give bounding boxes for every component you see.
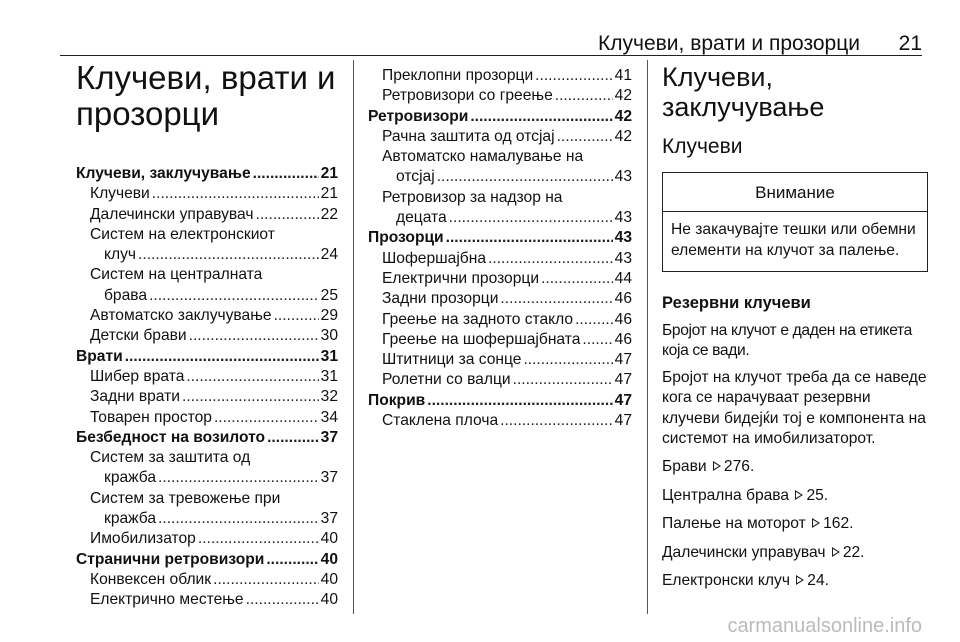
toc-page: 21 — [320, 165, 338, 182]
toc-entry[interactable] — [368, 310, 632, 330]
column-divider-1 — [353, 60, 354, 614]
toc-entry[interactable] — [76, 205, 338, 225]
toc-entry-text: Прозорци — [368, 229, 444, 247]
spare-keys-title: Резервни клучеви — [662, 294, 811, 312]
right-column — [662, 62, 928, 591]
toc-entry-text: кражба — [104, 510, 157, 528]
paragraph-key-number: Бројот на клучот е даден на етикета која се вади. — [662, 322, 912, 360]
toc-leader — [186, 367, 318, 387]
toc-page: 40 — [320, 570, 338, 588]
toc-page: 44 — [614, 269, 632, 287]
toc-page: 47 — [614, 371, 632, 389]
toc-entry[interactable] — [76, 408, 338, 428]
toc-leader — [427, 391, 612, 411]
toc-entry[interactable] — [368, 127, 632, 147]
toc-entry[interactable] — [368, 350, 632, 370]
watermark: carmanualsonline.info — [727, 615, 922, 637]
toc-leader — [189, 326, 319, 346]
section-title: Клучеви, заклучување — [662, 62, 825, 122]
reference-page: 24. — [807, 572, 829, 590]
toc-leader — [246, 590, 319, 610]
toc-leader — [267, 428, 319, 448]
toc-page: 25 — [320, 286, 338, 304]
cross-reference[interactable] — [662, 457, 928, 477]
toc-entry[interactable] — [76, 326, 338, 346]
toc-entry[interactable] — [368, 370, 632, 390]
toc-page: 43 — [614, 168, 632, 186]
toc-entry[interactable] — [368, 66, 632, 86]
toc-leader — [437, 167, 613, 187]
toc-leader — [500, 411, 613, 431]
header-rule — [60, 55, 922, 56]
toc-page: 40 — [320, 550, 338, 568]
toc-page: 47 — [614, 412, 632, 430]
toc-section-entry[interactable] — [76, 164, 338, 184]
toc-entry-text: Клучеви — [90, 185, 150, 203]
reference-arrow-icon — [795, 490, 803, 500]
toc-leader — [470, 107, 612, 127]
header-title: Клучеви, врати и прозорци — [598, 32, 860, 55]
toc-page: 30 — [320, 327, 338, 345]
reference-page: 22. — [842, 543, 865, 561]
toc-page: 47 — [614, 351, 632, 369]
toc-page: 41 — [614, 67, 632, 84]
toc-entry-text: Далечински управувач — [90, 205, 254, 223]
toc-entry-text: Детски брави — [90, 327, 187, 345]
toc-leader — [513, 370, 613, 390]
toc-entry-text: Електрични прозорци — [382, 269, 540, 287]
reference-page: 276. — [723, 458, 755, 476]
toc-page: 46 — [614, 330, 632, 348]
toc-page: 42 — [614, 107, 632, 125]
toc-leader — [198, 529, 319, 549]
subsection-title: Клучеви — [662, 135, 743, 158]
toc-entry[interactable] — [368, 167, 632, 187]
toc-entry-text: Безбедност на возилото — [76, 428, 266, 446]
toc-leader — [449, 208, 613, 228]
reference-text: Далечински управувач — [662, 543, 826, 561]
toc-page: 46 — [614, 310, 632, 328]
toc-entry-text: Автоматско заклучување — [90, 307, 272, 325]
toc-entry[interactable] — [368, 86, 632, 106]
toc-entry-text: кражба — [104, 469, 157, 487]
toc-entry-text: Автоматско намалување на — [382, 148, 584, 166]
toc-leader — [557, 127, 613, 147]
toc-entry[interactable] — [76, 590, 338, 610]
toc-entry-text: Електрично местење — [90, 591, 244, 609]
middle-column — [368, 66, 632, 431]
toc-leader — [582, 330, 612, 350]
reference-arrow-icon — [832, 547, 840, 557]
toc-section-entry[interactable] — [368, 107, 632, 127]
toc-section-entry[interactable] — [368, 391, 632, 411]
toc-leader — [541, 269, 613, 289]
toc-page: 37 — [320, 428, 338, 446]
toc-page: 34 — [320, 408, 338, 426]
toc-entry[interactable] — [368, 208, 632, 228]
reference-arrow-icon — [812, 518, 820, 528]
paragraph-spare-keys: Бројот на клучот треба да се наведе кога се нарачуваат резервни клучеви бидејќи тој е компонента на системот на имобилизаторот. — [662, 368, 927, 448]
toc-entry-text: Конвексен облик — [90, 570, 212, 588]
toc-entry-text: Задни врати — [90, 388, 180, 406]
toc-page: 40 — [320, 530, 338, 548]
toc-page: 31 — [320, 347, 338, 365]
cross-reference[interactable] — [662, 514, 928, 534]
column-divider-2 — [647, 60, 648, 614]
page-number: 21 — [898, 32, 922, 55]
toc-leader — [152, 184, 319, 204]
toc-leader — [274, 306, 319, 326]
toc-page: 22 — [320, 205, 338, 223]
toc-entry[interactable] — [368, 289, 632, 309]
cross-reference[interactable] — [662, 486, 928, 506]
toc-leader — [500, 289, 612, 309]
toc-entry-text: Систем за тревожење при — [90, 489, 281, 507]
toc-entry-text: Систем на централната — [90, 266, 263, 284]
caution-box — [662, 172, 928, 272]
cross-reference[interactable] — [662, 543, 928, 563]
toc-section-entry[interactable] — [76, 550, 338, 570]
toc-leader — [213, 570, 319, 590]
reference-text: Палење на моторот — [662, 515, 806, 533]
cross-reference[interactable] — [662, 571, 928, 591]
left-column — [76, 60, 338, 611]
toc-section-entry[interactable] — [76, 428, 338, 448]
toc-page: 31 — [320, 367, 338, 385]
toc-middle — [368, 66, 632, 431]
toc-leader — [446, 228, 613, 248]
toc-page: 37 — [320, 510, 338, 528]
toc-entry-text: Имобилизатор — [90, 530, 196, 548]
toc-leader — [149, 286, 319, 306]
toc-page: 43 — [614, 229, 632, 247]
toc-entry-text: Ролетни со валци — [382, 371, 511, 389]
toc-entry-text: Преклопни прозорци — [382, 67, 534, 84]
toc-entry-text: Греење на задното стакло — [382, 310, 574, 328]
toc-leader — [575, 310, 613, 330]
caution-heading: Внимание — [663, 173, 927, 212]
chapter-title: Клучеви, врати и прозорци — [76, 59, 336, 132]
toc-entry[interactable] — [76, 529, 338, 549]
toc-entry[interactable] — [76, 387, 338, 407]
toc-entry[interactable] — [368, 249, 632, 269]
toc-leader — [488, 249, 613, 269]
toc-left — [76, 164, 338, 611]
toc-page: 42 — [614, 87, 632, 105]
toc-section-entry[interactable] — [76, 347, 338, 367]
toc-entry-text: Шофершајбна — [382, 249, 487, 267]
toc-page: 43 — [614, 209, 632, 227]
toc-entry-text: клуч — [104, 246, 137, 264]
toc-leader — [158, 509, 319, 529]
toc-leader — [266, 550, 318, 570]
toc-leader — [158, 468, 319, 488]
toc-leader — [138, 245, 319, 265]
toc-entry-text: Врати — [76, 347, 123, 365]
reference-arrow-icon — [796, 575, 804, 585]
toc-entry-text: Систем на електронскиот — [90, 225, 275, 243]
reference-page: 162. — [823, 515, 854, 533]
toc-entry-text: Покрив — [368, 391, 426, 409]
reference-text: Централна брава — [662, 486, 790, 504]
toc-leader — [214, 408, 319, 428]
toc-entry-text: Клучеви, заклучување — [76, 165, 251, 182]
toc-entry-text: Странични ретровизори — [76, 550, 265, 568]
toc-leader — [535, 66, 612, 86]
toc-entry-text: Греење на шофершајбната — [382, 330, 581, 348]
toc-entry[interactable] — [368, 330, 632, 350]
toc-leader — [523, 350, 612, 370]
toc-leader — [255, 205, 318, 225]
reference-page: 25. — [806, 486, 829, 504]
toc-entry-text: Ретровизори — [368, 107, 469, 125]
toc-leader — [253, 164, 319, 184]
toc-entry-text: Ретровизори со греење — [382, 87, 553, 105]
toc-entry-text: Рачна заштита од отсјај — [382, 127, 555, 145]
reference-arrow-icon — [713, 461, 721, 471]
toc-entry[interactable] — [368, 269, 632, 289]
reference-text: Електронски клуч — [662, 572, 790, 590]
toc-entry-text: Стаклена плоча — [382, 412, 499, 430]
toc-page: 32 — [320, 388, 338, 406]
caution-text: Не закачувајте тешки или обемни елементи на клучот за палење. — [671, 221, 916, 259]
toc-entry-text: Шибер врата — [90, 367, 185, 385]
toc-leader — [555, 86, 613, 106]
toc-entry-text: брава — [104, 286, 148, 304]
toc-leader — [182, 387, 319, 407]
toc-entry[interactable] — [76, 468, 338, 488]
toc-entry[interactable] — [368, 411, 632, 431]
toc-entry-text: Штитници за сонце — [382, 351, 522, 369]
toc-page: 29 — [320, 307, 338, 325]
toc-entry-text: децата — [396, 209, 447, 227]
toc-entry-text: Ретровизор за надзор на — [382, 188, 563, 206]
toc-entry[interactable] — [76, 367, 338, 387]
toc-leader — [125, 347, 319, 367]
toc-entry[interactable] — [76, 306, 338, 326]
toc-entry-text: отсјај — [396, 168, 435, 186]
toc-page: 43 — [614, 249, 632, 267]
toc-entry[interactable] — [76, 245, 338, 265]
toc-page: 24 — [320, 246, 338, 264]
reference-text: Брави — [662, 458, 707, 476]
toc-page: 21 — [320, 185, 338, 203]
toc-page: 37 — [320, 469, 338, 487]
toc-entry-text: Систем за заштита од — [90, 449, 251, 467]
toc-page: 46 — [614, 290, 632, 308]
toc-entry[interactable] — [76, 570, 338, 590]
toc-entry-text: Задни прозорци — [382, 290, 499, 308]
toc-entry[interactable] — [76, 184, 338, 204]
toc-entry[interactable] — [76, 509, 338, 529]
toc-entry[interactable] — [76, 286, 338, 306]
toc-section-entry[interactable] — [368, 228, 632, 248]
toc-page: 40 — [320, 591, 338, 609]
toc-page: 42 — [614, 127, 632, 145]
toc-entry-text: Товарен простор — [90, 408, 212, 426]
toc-page: 47 — [614, 391, 632, 409]
cross-references — [662, 457, 928, 591]
